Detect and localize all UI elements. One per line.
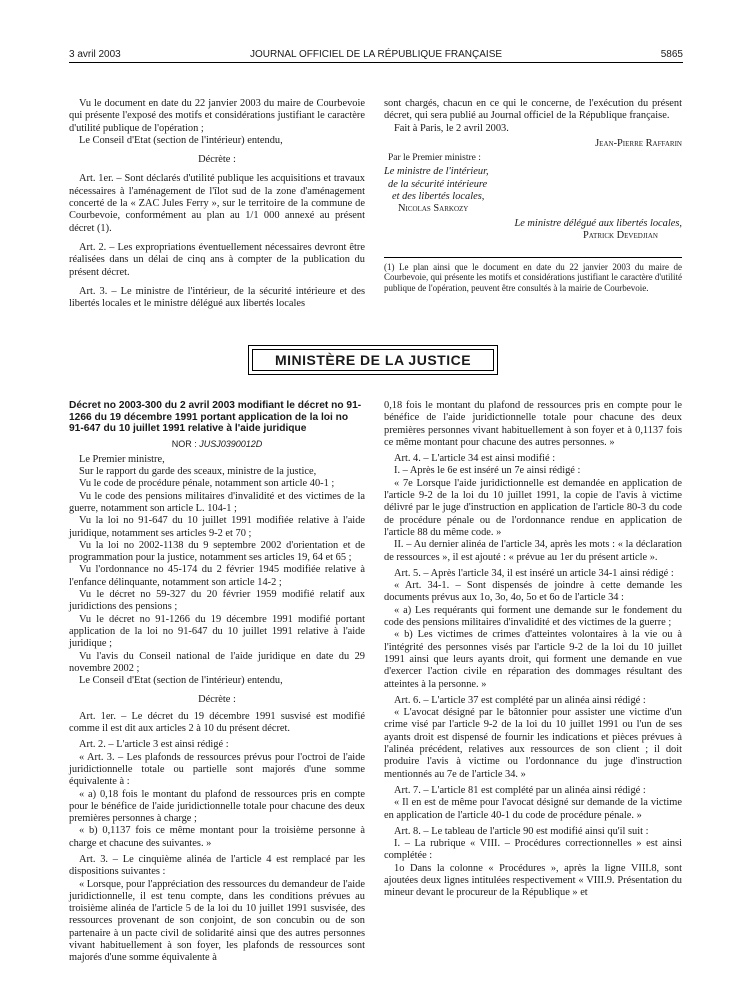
paragraph: Le Conseil d'Etat (section de l'intérieur) entendu, [79,134,283,146]
signer-name: Jean-Pierre Raffarin [595,137,682,149]
minister-title: et des libertés locales, [392,191,485,203]
done-at: Fait à Paris, le 2 avril 2003. [394,122,509,134]
article-paragraph: Art. 1er. – Le décret du 19 décembre 1991 susvisé est modifié comme il est dit aux articles 2 à 10 du présent décret. [69,710,365,735]
paragraph: II. – Au dernier alinéa de l'article 34, après les mots : « la déclaration de ressources », il est ajouté : « prévue au 1er du présent article ». [384,539,682,563]
article-paragraph: Art. 1er. – Sont déclarés d'utilité publique les acquisitions et travaux nécessaires à l'aménagement de l'îlot sud de la zone d'aménagement concerté de la « ZAC Jules Ferry », sur le territoire de la commune de Courbevoie, conformément au plan au 1/1 000 annexé au présent décret (1). [69,173,365,234]
article-paragraph: Art. 7. – L'article 81 est complété par un alinéa ainsi rédigé : [394,784,646,796]
paragraph: Vu le document en date du 22 janvier 2003 du maire de Courbevoie qui présente l'exposé des motifs et considérations justifiant le caractère d'utilité publique de l'opération ; [69,98,365,134]
ministry-title: MINISTÈRE DE LA JUSTICE [252,349,494,371]
bottom-left-column [69,400,365,965]
header-rule [69,62,683,63]
header-page-number: 5865 [660,49,683,60]
header-date: 3 avril 2003 [69,49,121,60]
article-paragraph: Art. 4. – L'article 34 est ainsi modifié : [394,453,556,465]
article-paragraph: Art. 8. – Le tableau de l'article 90 est modifié ainsi qu'il suit : [394,825,649,837]
nor-label: NOR : [171,438,197,449]
paragraph: Vu la loi no 91-647 du 10 juillet 1991 modifiée relative à l'aide juridique, notamment ses articles 9-2 et 70 ; [69,515,365,539]
quoted-paragraph: « Art. 3. – Les plafonds de ressources prévus pour l'octroi de l'aide juridictionnelle totale ou partielle sont majorés d'une somme équivalente à : [69,751,365,788]
quoted-paragraph: « Lorsque, pour l'appréciation des ressources du demandeur de l'aide juridictionnelle, il est tenu compte, dans les conditions prévues au troisième alinéa de l'article 5 de la loi du 10 juillet 1991 susvisée, des ressources provenant de son conjoint, de son concubin ou de son partenaire à un pacte civil de solidarité ainsi que des autres personnes vivant habituellement à son foyer, les plafonds de ressources sont majorés d'une somme équivalente à [69,878,365,964]
by-line: Par le Premier ministre : [388,153,481,164]
paragraph: Sur le rapport du garde des sceaux, ministre de la justice, [79,466,317,478]
article-paragraph: Art. 6. – L'article 37 est complété par un alinéa ainsi rédigé : [394,694,646,706]
paragraph: sont chargés, chacun en ce qui le concerne, de l'exécution du présent décret, qui sera publié au Journal officiel de la République française. [384,98,682,122]
top-left-column [69,98,365,310]
paragraph: Vu le décret no 91-1266 du 19 décembre 1991 modifié portant application de la loi no 91-647 du 10 juillet 1991 relative à l'aide juridique ; [69,613,365,650]
quoted-paragraph: « b) Les victimes de crimes d'atteintes volontaires à la vie ou à l'intégrité des personnes visés par l'article 9-2 de la loi du 10 juillet 1991 ainsi que leurs ayants droit, qui forment une demande en vue d'exercer l'action civile en réparation des dommages résultant des atteintes à la personne. » [384,629,682,690]
paragraph: Vu l'ordonnance no 45-174 du 2 février 1945 modifiée relative à l'enfance délinquante, notamment son article 14-2 ; [69,564,365,588]
paragraph: Le Premier ministre, [79,453,165,465]
ministry-banner [248,345,498,375]
paragraph: I. – Après le 6e est inséré un 7e ainsi rédigé : [394,465,581,477]
bottom-right-column [384,400,682,900]
delegate-name: Patrick Devedjian [583,229,658,241]
article-paragraph: Art. 3. – Le cinquième alinéa de l'article 4 est remplacé par les dispositions suivantes : [69,854,365,878]
article-paragraph: Art. 2. – Les expropriations éventuellement nécessaires devront être réalisées dans un délai de cinq ans à compter de la publication du présent décret. [69,241,365,278]
paragraph: Vu l'avis du Conseil national de l'aide juridique en date du 29 novembre 2002 ; [69,650,365,674]
decrete-heading: Décrète : [198,154,236,166]
header-journal-title: JOURNAL OFFICIEL DE LA RÉPUBLIQUE FRANÇAISE [249,49,503,60]
paragraph: I. – La rubrique « VIII. – Procédures correctionnelles » est ainsi complétée : [384,838,682,862]
nor-code: JUSJ0390012D [199,438,263,449]
footnote-rule [384,257,682,258]
article-paragraph: Art. 3. – Le ministre de l'intérieur, de la sécurité intérieure et des libertés locales et le ministre délégué aux libertés locales [69,285,365,310]
article-paragraph: Art. 2. – L'article 3 est ainsi rédigé : [79,739,229,751]
paragraph: Le Conseil d'Etat (section de l'intérieur) entendu, [79,675,283,687]
decrete-heading: Décrète : [198,694,236,706]
decree-title: Décret no 2003-300 du 2 avril 2003 modifiant le décret no 91-1266 du 19 décembre 1991 portant application de la loi no 91-647 du 10 juillet 1991 relative à l'aide juridique [69,400,362,434]
top-right-column [384,98,682,242]
paragraph: Vu le code des pensions militaires d'invalidité et des victimes de la guerre, notamment son article L. 104-1 ; [69,490,365,514]
minister-name: Nicolas Sarkozy [398,203,469,215]
paragraph: Vu le décret no 59-327 du 20 février 1959 modifié relatif aux juridictions des pensions ; [69,589,365,613]
quoted-paragraph: « a) Les requérants qui forment une demande sur le fondement du code des pensions militaires d'invalidité et des victimes de la guerre ; [384,604,682,629]
quoted-paragraph: « b) 0,1137 fois ce même montant pour la troisième personne à charge et chacune des suivantes. » [69,825,365,849]
minister-title: Le ministre de l'intérieur, [384,166,489,178]
footnote: (1) Le plan ainsi que le document en date du 22 janvier 2003 du maire de Courbevoie, qui présente les motifs et considérations justifiant le caractère d'utilité publique de l'opération, peuvent être consultés à la mairie de Courbevoie. [384,262,682,293]
paragraph: Vu la loi no 2002-1138 du 9 septembre 2002 d'orientation et de programmation pour la justice, notamment ses articles 19, 64 et 65 ; [69,539,365,564]
paragraph: 0,18 fois le montant du plafond de ressources pris en compte pour le bénéfice de l'aide juridictionnelle totale pour chacune des deux premières personnes vivant habituellement à son foyer et à 0,1137 fois ce même montant pour chacune des autres personnes. » [384,400,682,448]
nor-reference [69,438,365,450]
quoted-paragraph: « Il en est de même pour l'avocat désigné sur demande de la victime en application de l'article 40-1 du code de procédure pénale. » [384,797,682,821]
quoted-paragraph: « a) 0,18 fois le montant du plafond de ressources pris en compte pour le bénéfice de l'aide juridictionnelle totale pour chacune des deux premières personnes à charge ; [69,788,365,825]
delegate-title: Le ministre délégué aux libertés locales, [514,217,682,229]
paragraph: Vu le code de procédure pénale, notamment son article 40-1 ; [79,478,335,490]
paragraph: 1o Dans la colonne « Procédures », après la ligne VIII.8, sont ajoutées deux lignes intitulées respectivement « VIII.9. Présentation du mineur devant le procureur de la République » et [384,862,682,899]
minister-title: de la sécurité intérieure [388,178,488,190]
article-paragraph: Art. 5. – Après l'article 34, il est inséré un article 34-1 ainsi rédigé : [394,567,674,579]
quoted-paragraph: « L'avocat désigné par le bâtonnier pour assister une victime d'un crime visé par l'article 9-2 de la loi du 10 juillet 1991 ou l'un de ses ayants droit est dispensé de fournir les indications et pièces prévues à l'alinéa précédent, relatives aux ressources de son client ; il doit produire l'avis à victime ou l'ordonnance du juge d'instruction mentionnés au 7e de l'article 34. » [384,707,682,780]
page-header [69,41,683,61]
quoted-paragraph: « 7e Lorsque l'aide juridictionnelle est demandée en application de l'article 9-2 de la loi du 10 juillet 1991, la copie de l'avis à victime délivré par le juge d'instruction en application de l'article 80-3 du code de procédure pénale ou de l'ordonnance rendue en application de l'article 88 du même code. » [384,477,682,538]
quoted-paragraph: « Art. 34-1. – Sont dispensés de joindre à cette demande les documents prévus aux 1o, 3o, 4o, 5o et 6o de l'article 34 : [384,580,682,604]
